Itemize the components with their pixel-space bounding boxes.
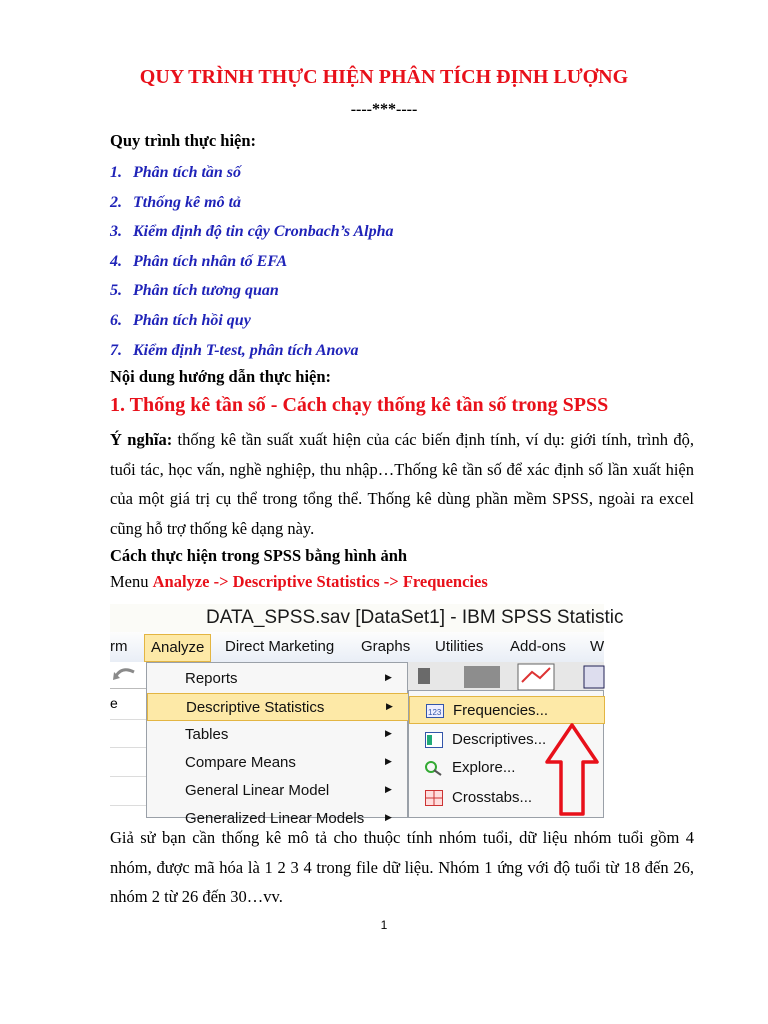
menu-item-generalized-linear-models[interactable]: Generalized Linear Models ▶ (185, 810, 392, 827)
menu-item-explore[interactable]: Explore... (409, 754, 605, 782)
menu-path: Analyze -> Descriptive Statistics -> Frequencies (152, 572, 488, 591)
submenu-arrow-icon: ▶ (386, 701, 393, 711)
spss-screenshot (110, 604, 624, 827)
list-item: 2. Tthống kê mô tả (110, 193, 242, 211)
process-steps-list (110, 158, 393, 365)
submenu-arrow-icon: ▶ (385, 784, 392, 794)
title-separator: ----***---- (350, 101, 418, 118)
submenu-arrow-icon: ▶ (385, 728, 392, 738)
red-arrow-icon (544, 722, 600, 818)
menu-analyze[interactable]: Analyze (144, 634, 211, 662)
menu-direct-marketing[interactable]: Direct Marketing (225, 638, 335, 655)
menu-add-ons[interactable]: Add-ons (510, 638, 566, 655)
menu-transform[interactable]: rm (110, 638, 128, 655)
submenu-arrow-icon: ▶ (385, 812, 392, 822)
list-item: 1. Phân tích tần số (110, 164, 242, 181)
menu-item-tables[interactable]: Tables ▶ (185, 726, 392, 743)
menu-window[interactable]: W (590, 638, 605, 655)
descriptives-icon (425, 732, 443, 748)
section-1-title: 1. Thống kê tần số - Cách chạy thống kê tần số trong SPSS (110, 394, 609, 416)
menu-item-descriptive-statistics[interactable]: Descriptive Statistics ▶ (147, 693, 409, 721)
crosstabs-icon (425, 790, 443, 806)
svg-text:123: 123 (428, 708, 442, 717)
menu-item-compare-means[interactable]: Compare Means ▶ (185, 754, 392, 771)
window-title: DATA_SPSS.sav [DataSet1] - IBM SPSS Statistic (110, 604, 604, 632)
howto-heading: Cách thực hiện trong SPSS bằng hình ảnh (110, 546, 408, 565)
list-item: 6. Phân tích hồi quy (110, 311, 251, 329)
list-item: 3. Kiểm định độ tin cậy Cronbach’s Alpha (110, 223, 394, 241)
var-cell[interactable]: e (110, 688, 146, 720)
grid-cell[interactable] (110, 748, 146, 777)
grid-cell[interactable] (110, 719, 146, 748)
guide-heading: Nội dung hướng dẫn thực hiện: (110, 367, 332, 386)
undo-icon[interactable] (110, 662, 146, 689)
menu-item-reports[interactable]: Reports ▶ (185, 670, 392, 687)
process-heading: Quy trình thực hiện: (110, 131, 257, 150)
menubar (110, 632, 604, 663)
frequencies-icon (426, 703, 444, 719)
meaning-paragraph (110, 425, 694, 543)
list-item: 7. Kiểm định T-test, phân tích Anova (110, 341, 359, 359)
meaning-text: thống kê tần suất xuất hiện của các biến định tính, ví dụ: giới tính, trình độ, tuổi tác, học vấn, nghề nghiệp, thu nhập…Thống kê tần số để xác định số lần xuất hiện của một giá trị cụ thể trong tổng thể. Thống kê dùng phần mềm SPSS, ngoài ra excel cũng hỗ trợ thống kê dạng này. (110, 430, 694, 538)
meaning-label: Ý nghĩa: (110, 430, 173, 449)
data-view-strip (110, 662, 147, 818)
submenu-arrow-icon: ▶ (385, 756, 392, 766)
menu-path-line: Menu Analyze -> Descriptive Statistics -> Frequencies (110, 572, 488, 591)
page-number: 1 (380, 918, 388, 932)
submenu-arrow-icon: ▶ (385, 672, 392, 682)
explore-icon (425, 760, 443, 776)
document-title: QUY TRÌNH THỰC HIỆN PHÂN TÍCH ĐỊNH LƯỢNG (139, 66, 629, 88)
example-paragraph: Giả sử bạn cần thống kê mô tả cho thuộc tính nhóm tuổi, dữ liệu nhóm tuổi gồm 4 nhóm, được mã hóa là 1 2 3 4 trong file dữ liệu. Nhóm 1 ứng với độ tuổi từ 18 đến 26, nhóm 2 từ 26 đến 30…vv. (110, 828, 694, 907)
menu-item-descriptives[interactable]: Descriptives... (409, 726, 605, 754)
toolbar (408, 662, 604, 690)
menu-item-frequencies[interactable]: 123 Frequencies... (409, 696, 605, 724)
menu-graphs[interactable]: Graphs (361, 638, 411, 655)
menu-item-crosstabs[interactable]: Crosstabs... (409, 784, 605, 812)
grid-cell[interactable] (110, 777, 146, 806)
list-item: 4. Phân tích nhân tố EFA (110, 252, 288, 270)
list-item: 5. Phân tích tương quan (110, 282, 279, 300)
menu-item-general-linear-model[interactable]: General Linear Model ▶ (185, 782, 392, 799)
menu-utilities[interactable]: Utilities (435, 638, 484, 655)
analyze-menu (146, 662, 408, 827)
